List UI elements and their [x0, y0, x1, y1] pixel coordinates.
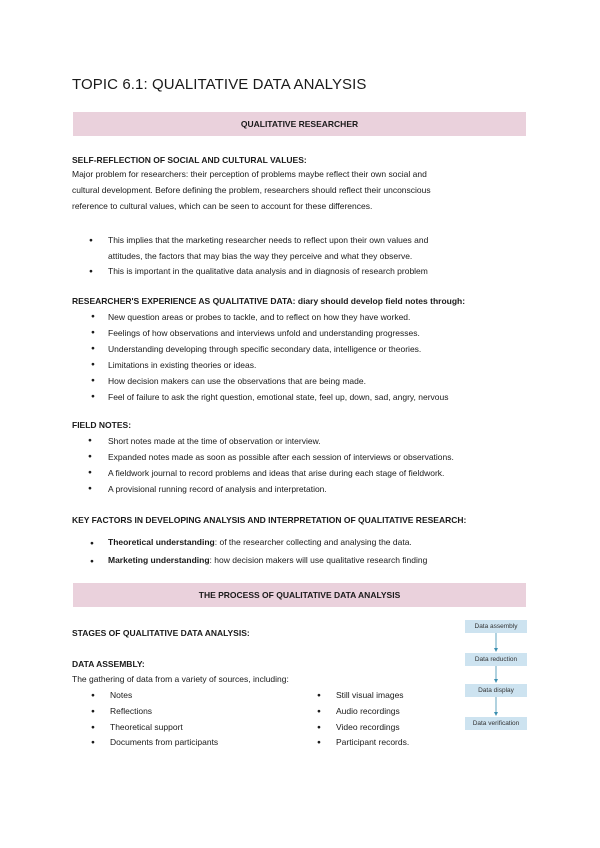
flow-step-data-assembly: Data assembly	[465, 620, 527, 633]
sources-list-right	[336, 688, 409, 751]
flow-arrow-icon	[494, 666, 498, 684]
list-item: ● A provisional running record of analysis and interpretation.	[108, 481, 454, 497]
section-band-qualitative-researcher: QUALITATIVE RESEARCHER	[73, 112, 526, 136]
term: Marketing understanding	[108, 554, 210, 565]
term-description: : how decision makers will use qualitative research finding	[209, 554, 428, 565]
heading-self-reflection: SELF-REFLECTION OF SOCIAL AND CULTURAL VALUES:	[72, 155, 307, 165]
sources-list-left	[110, 688, 218, 751]
list-item: ● Reflections	[110, 704, 218, 720]
flow-arrow-icon	[494, 697, 498, 717]
flow-step-data-reduction: Data reduction	[465, 653, 527, 666]
term-description: : of the researcher collecting and analysing the data.	[214, 537, 412, 547]
section-band-process: THE PROCESS OF QUALITATIVE DATA ANALYSIS	[73, 583, 526, 607]
list-item	[108, 552, 427, 570]
list-item: ● Audio recordings	[336, 704, 409, 720]
field-notes-bullets	[108, 433, 454, 497]
list-item: ● Participant records.	[336, 735, 409, 751]
heading-data-assembly: DATA ASSEMBLY:	[72, 659, 145, 669]
list-item: ● A fieldwork journal to record problems and ideas that arise during each stage of fieldwork.	[108, 465, 454, 481]
list-item: ● New question areas or probes to tackle, and to reflect on how they have worked.	[108, 309, 449, 325]
flow-step-data-display: Data display	[465, 684, 527, 697]
heading-key-factors: KEY FACTORS IN DEVELOPING ANALYSIS AND INTERPRETATION OF QUALITATIVE RESEARCH:	[72, 515, 467, 525]
list-item: ● Understanding developing through specific secondary data, intelligence or theories.	[108, 341, 449, 357]
list-item: ● Still visual images	[336, 688, 409, 704]
key-factors-bullets	[108, 534, 427, 569]
data-assembly-text	[72, 671, 532, 687]
list-item: ● Theoretical support	[110, 720, 218, 736]
researcher-experience-bullets	[108, 309, 449, 405]
self-reflection-bullets	[108, 233, 428, 280]
term: Theoretical understanding	[108, 537, 215, 547]
heading-field-notes: FIELD NOTES:	[72, 420, 132, 430]
paragraph-line: Major problem for researchers: their perception of problems maybe reflect their own social and	[72, 169, 427, 179]
list-item: ● Documents from participants	[110, 735, 218, 751]
flow-step-data-verification: Data verification	[465, 717, 527, 730]
page-title: TOPIC 6.1: QUALITATIVE DATA ANALYSIS	[72, 76, 367, 93]
list-item: ● This implies that the marketing researcher needs to reflect upon their own values and	[108, 233, 428, 249]
paragraph-line: The gathering of data from a variety of sources, including:	[72, 674, 289, 684]
heading-researcher-experience: RESEARCHER'S EXPERIENCE AS QUALITATIVE DATA: diary should develop field notes through:	[72, 296, 466, 306]
qualitative-analysis-flow-diagram	[465, 620, 527, 736]
list-item: ● Feelings of how observations and interviews unfold and understanding progresses.	[108, 325, 449, 341]
paragraph-line: reference to cultural values, which can be seen to account for these differences.	[72, 201, 373, 211]
list-item: ● How decision makers can use the observations that are being made.	[108, 373, 449, 389]
self-reflection-paragraph	[72, 166, 532, 214]
flow-arrow-icon	[494, 633, 498, 653]
paragraph-line: cultural development. Before defining the problem, researchers should reflect their unconscious	[72, 185, 431, 195]
list-item: ● This is important in the qualitative data analysis and in diagnosis of research problem	[108, 264, 428, 280]
list-item: ● Limitations in existing theories or ideas.	[108, 357, 449, 373]
list-item: ● Short notes made at the time of observation or interview.	[108, 433, 454, 449]
list-item: ● Feel of failure to ask the right question, emotional state, feel up, down, sad, angry, nervous	[108, 389, 449, 405]
list-item: ● Video recordings	[336, 720, 409, 736]
list-item: ● Notes	[110, 688, 218, 704]
heading-stages: STAGES OF QUALITATIVE DATA ANALYSIS:	[72, 628, 250, 638]
list-item: attitudes, the factors that may bias the way they perceive and what they observe.	[108, 250, 413, 261]
list-item	[108, 534, 427, 552]
list-item: ● Expanded notes made as soon as possible after each session of interviews or observations.	[108, 449, 454, 465]
